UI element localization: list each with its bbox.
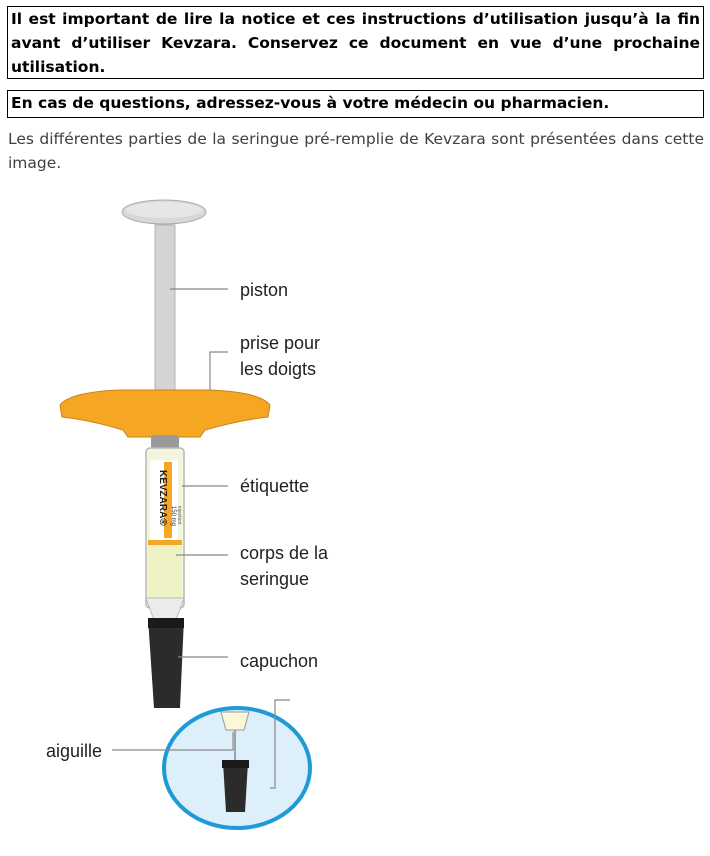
label-brand-text: KEVZARA® bbox=[157, 470, 168, 526]
barrel-tip bbox=[146, 598, 184, 620]
syringe-cap bbox=[148, 618, 184, 708]
stopper bbox=[151, 435, 179, 449]
label-dose-text: 150 mg bbox=[170, 506, 176, 527]
plunger-head-top bbox=[126, 202, 202, 218]
cap-detail-rim bbox=[222, 760, 249, 768]
label-etiquette: étiquette bbox=[240, 476, 310, 496]
syringe-diagram bbox=[0, 190, 710, 850]
barrel-liquid bbox=[148, 540, 182, 600]
cap-detail bbox=[223, 762, 248, 812]
label-piston: piston bbox=[240, 280, 289, 300]
label-bottom-band bbox=[148, 540, 182, 545]
label-route-text: injection bbox=[176, 506, 182, 525]
plunger-rod bbox=[155, 225, 175, 400]
questions-notice-text: En cas de questions, adressez-vous à votre médecin ou pharmacien. bbox=[11, 94, 610, 112]
warning-notice bbox=[7, 6, 704, 79]
questions-notice bbox=[7, 90, 704, 118]
label-finger-grip-line2: les doigts bbox=[240, 359, 317, 379]
warning-notice-text: Il est important de lire la notice et ces instructions d’utilisation jusqu’à la fin avant d’utiliser Kevzara. Conservez ce document en vue d’une prochaine utilisation. bbox=[11, 10, 700, 76]
needle-hub bbox=[221, 712, 249, 730]
finger-grip bbox=[60, 390, 270, 437]
syringe-cap-rim bbox=[148, 618, 184, 628]
label-finger-grip-line1: prise pour bbox=[240, 333, 321, 353]
label-aiguille: aiguille bbox=[46, 741, 103, 761]
label-capuchon: capuchon bbox=[240, 651, 319, 671]
label-barrel-line2: seringue bbox=[240, 569, 310, 589]
intro-paragraph: Les différentes parties de la seringue pré-remplie de Kevzara sont présentées dans cette image. bbox=[8, 130, 704, 172]
label-barrel-line1: corps de la bbox=[240, 543, 329, 563]
